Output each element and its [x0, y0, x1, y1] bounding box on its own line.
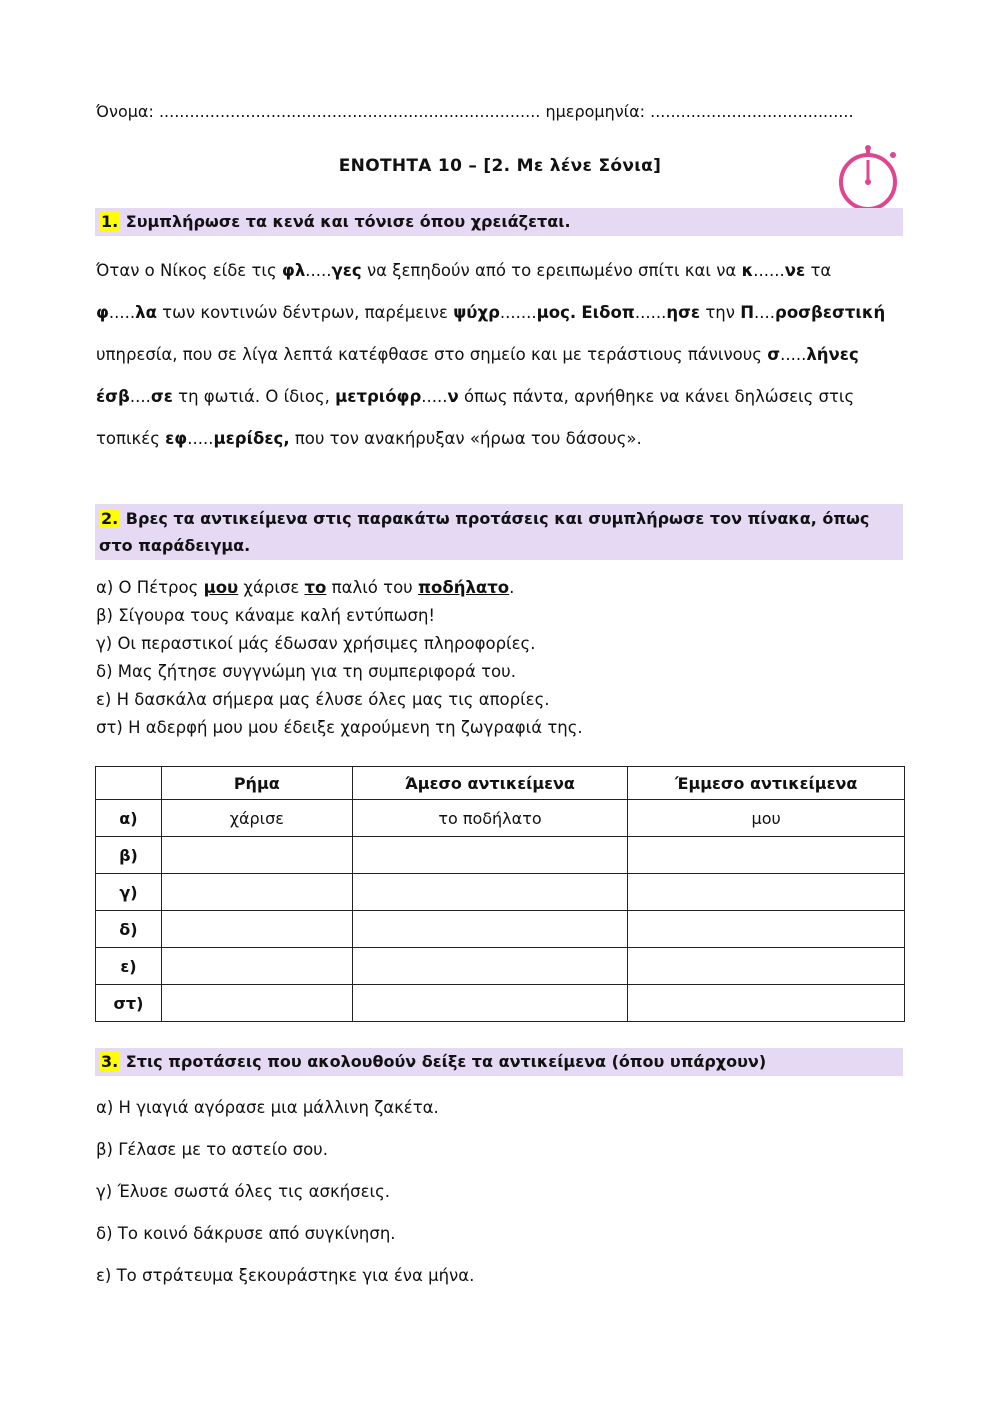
row-label: δ) [96, 911, 162, 948]
sentence-text: . [509, 578, 515, 597]
table-row [96, 874, 905, 911]
exercise1-instruction: Συμπλήρωσε τα κενά και τόνισε όπου χρειάζεται. [125, 212, 571, 231]
exercise2-instruction-line1: Βρες τα αντικείμενα στις παρακάτω προτάσεις και συμπλήρωσε τον πίνακα, όπως [125, 509, 870, 528]
table-cell[interactable] [352, 985, 628, 1022]
paragraph-text: να ξεπηδούν από το ερειπωμένο σπίτι και να [361, 261, 742, 280]
sentence-b: β) Σίγουρα τους κάναμε καλή εντύπωση! [96, 606, 436, 625]
fill-in-word: Ειδοπ [581, 303, 635, 322]
paragraph-line [96, 292, 904, 334]
table-cell[interactable] [352, 874, 628, 911]
underlined-word: μου [203, 578, 239, 597]
example-sentence [96, 578, 514, 597]
table-row [96, 948, 905, 985]
table-cell[interactable] [161, 874, 352, 911]
exercise2-instruction-line2: στο παράδειγμα. [99, 536, 251, 555]
table-cell[interactable] [628, 948, 905, 985]
paragraph-text: .... [129, 387, 151, 406]
underlined-word: το [304, 578, 327, 597]
table-row [96, 800, 905, 837]
sentence-text: α) Ο Πέτρος [96, 578, 204, 597]
exercise2-heading [95, 504, 903, 560]
name-blank[interactable]: ........................................................................... [158, 102, 541, 121]
paragraph-text: των κοντινών δέντρων, παρέμεινε [156, 303, 454, 322]
name-label: Όνομα: [96, 102, 154, 121]
table-cell[interactable] [628, 837, 905, 874]
underlined-word: ποδήλατο [417, 578, 510, 597]
fill-in-word: ψύχρ [453, 303, 500, 322]
table-cell[interactable] [161, 837, 352, 874]
table-cell[interactable] [352, 837, 628, 874]
ex3-sentence-c: γ) Έλυσε σωστά όλες τις ασκήσεις. [96, 1182, 391, 1201]
table-header: Άμεσο αντικείμενα [352, 767, 628, 800]
paragraph-text: τοπικές [96, 429, 166, 448]
sentence-d: δ) Μας ζήτησε συγγνώμη για τη συμπεριφορά του. [96, 662, 516, 681]
sentence-st: στ) Η αδερφή μου μου έδειξε χαρούμενη τη ζωγραφιά της. [96, 718, 583, 737]
date-blank[interactable]: ........................................ [650, 102, 854, 121]
paragraph-text: .... [754, 303, 776, 322]
table-header-row [96, 767, 905, 800]
table-cell[interactable] [628, 985, 905, 1022]
fill-in-word: φ [96, 303, 109, 322]
sentence-text: παλιό του [326, 578, 418, 597]
paragraph-line [96, 376, 904, 418]
table-cell[interactable] [628, 911, 905, 948]
table-header: Έμμεσο αντικείμενα [628, 767, 905, 800]
table-cell[interactable]: χάρισε [161, 800, 352, 837]
page-title: ΕΝΟΤΗΤΑ 10 – [2. Με λένε Σόνια] [338, 156, 662, 176]
paragraph-text: ..... [780, 345, 807, 364]
paragraph-text: τη φωτιά. Ο ίδιος, [172, 387, 336, 406]
row-label: γ) [96, 874, 162, 911]
table-cell[interactable]: μου [628, 800, 905, 837]
paragraph-text: τα [805, 261, 832, 280]
paragraph-line [96, 250, 904, 292]
exercise2-number: 2. [101, 509, 119, 528]
ex3-sentence-d: δ) Το κοινό δάκρυσε από συγκίνηση. [96, 1224, 396, 1243]
paragraph-text: την [700, 303, 741, 322]
exercise3-number: 3. [101, 1052, 119, 1071]
table-cell[interactable] [628, 874, 905, 911]
exercise1-number: 1. [101, 212, 119, 231]
exercise1-heading [95, 208, 903, 236]
row-label: β) [96, 837, 162, 874]
table-cell[interactable] [161, 985, 352, 1022]
fill-in-word: μετριόφρ [335, 387, 422, 406]
paragraph-text: ..... [108, 303, 136, 322]
table-cell[interactable] [161, 911, 352, 948]
row-label: στ) [96, 985, 162, 1022]
ex3-sentence-e: ε) Το στράτευμα ξεκουράστηκε για ένα μήνα. [96, 1266, 475, 1285]
table-cell[interactable] [352, 911, 628, 948]
fill-in-word: γες [331, 261, 362, 280]
sentence-c: γ) Οι περαστικοί μάς έδωσαν χρήσιμες πληροφορίες. [96, 634, 536, 653]
paragraph-text: υπηρεσία, που σε λίγα λεπτά κατέφθασε στο σημείο και με τεράστιους πάνινους [96, 345, 768, 364]
ex3-sentence-b: β) Γέλασε με το αστείο σου. [96, 1140, 328, 1159]
paragraph-text: ..... [421, 387, 448, 406]
fill-in-word: ησε [666, 303, 701, 322]
paragraph-text: που τον ανακήρυξαν «ήρωα του δάσους». [289, 429, 642, 448]
fill-in-word: ροσβεστική [775, 303, 886, 322]
table-cell[interactable] [352, 948, 628, 985]
paragraph-line [96, 418, 904, 460]
paragraph-text: ...... [753, 261, 785, 280]
sentence-e: ε) Η δασκάλα σήμερα μας έλυσε όλες μας τις απορίες. [96, 690, 550, 709]
table-row [96, 985, 905, 1022]
fill-in-word: μος. [536, 303, 577, 322]
fill-in-word: λήνες [806, 345, 859, 364]
sentence-text: χάρισε [238, 578, 305, 597]
paragraph-text: ....... [499, 303, 537, 322]
table-row [96, 911, 905, 948]
table-row [96, 837, 905, 874]
fill-in-word: ν [447, 387, 459, 406]
header-line [96, 102, 854, 121]
fill-in-word: κ [741, 261, 754, 280]
row-label: ε) [96, 948, 162, 985]
fill-in-word: νε [784, 261, 806, 280]
fill-in-word: εφ [165, 429, 188, 448]
objects-table [95, 766, 905, 1022]
exercise1-paragraph [96, 250, 904, 460]
fill-in-word: λα [135, 303, 157, 322]
paragraph-text: Όταν ο Νίκος είδε τις [96, 261, 282, 280]
paragraph-text: ...... [634, 303, 667, 322]
fill-in-word: φλ [281, 261, 306, 280]
exercise3-instruction: Στις προτάσεις που ακολουθούν δείξε τα αντικείμενα (όπου υπάρχουν) [125, 1052, 767, 1071]
fill-in-word: σ [767, 345, 781, 364]
paragraph-text: ..... [187, 429, 214, 448]
stopwatch-icon [832, 142, 908, 218]
table-cell[interactable] [161, 948, 352, 985]
paragraph-text: ..... [305, 261, 332, 280]
fill-in-word: μερίδες, [213, 429, 290, 448]
paragraph-line [96, 334, 904, 376]
row-label: α) [96, 800, 162, 837]
table-cell[interactable]: το ποδήλατο [352, 800, 628, 837]
fill-in-word: σε [150, 387, 173, 406]
fill-in-word: Π [740, 303, 755, 322]
date-label: ημερομηνία: [545, 102, 646, 121]
table-header: Ρήμα [161, 767, 352, 800]
fill-in-word: έσβ [96, 387, 130, 406]
paragraph-text: όπως πάντα, αρνήθηκε να κάνει δηλώσεις στις [458, 387, 855, 406]
table-header [96, 767, 162, 800]
ex3-sentence-a: α) Η γιαγιά αγόρασε μια μάλλινη ζακέτα. [96, 1098, 439, 1117]
exercise3-heading [95, 1048, 903, 1076]
